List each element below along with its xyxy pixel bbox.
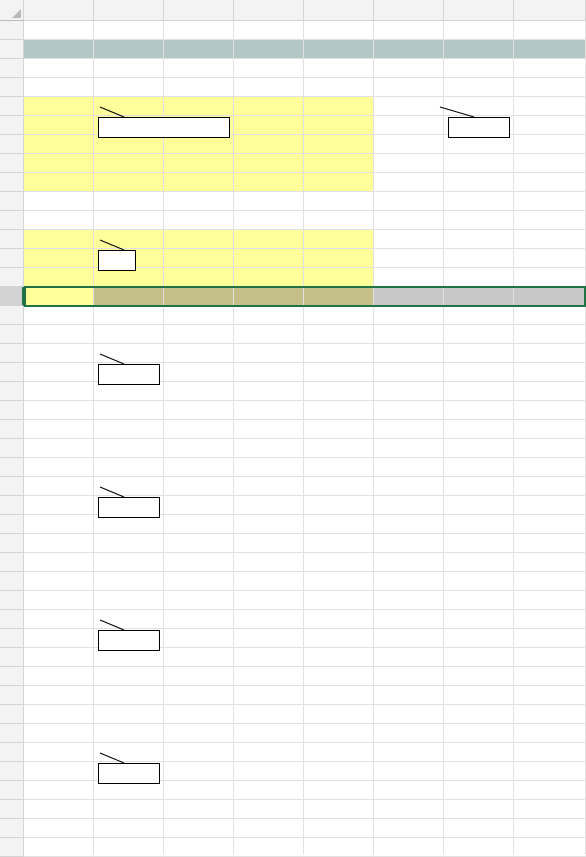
data-cell[interactable] xyxy=(444,743,514,762)
data-cell[interactable] xyxy=(304,382,374,401)
data-cell[interactable] xyxy=(304,420,374,439)
row-header-38[interactable] xyxy=(0,724,24,743)
error-cell[interactable] xyxy=(514,800,586,819)
data-cell[interactable] xyxy=(234,249,304,268)
data-cell[interactable] xyxy=(24,249,94,268)
section-heading[interactable] xyxy=(374,78,586,97)
row-header-16[interactable] xyxy=(0,306,24,325)
data-cell[interactable] xyxy=(304,401,374,420)
data-cell[interactable] xyxy=(24,629,94,648)
data-cell[interactable] xyxy=(234,781,304,800)
data-cell[interactable] xyxy=(374,154,444,173)
data-cell[interactable] xyxy=(514,401,586,420)
data-cell[interactable] xyxy=(374,477,444,496)
row-header-35[interactable] xyxy=(0,667,24,686)
row-header-22[interactable] xyxy=(0,420,24,439)
data-cell[interactable] xyxy=(164,781,234,800)
data-cell[interactable] xyxy=(234,363,304,382)
data-cell[interactable] xyxy=(514,344,586,363)
data-cell[interactable] xyxy=(374,116,444,135)
row-header-31[interactable] xyxy=(0,591,24,610)
column-header-H[interactable] xyxy=(514,0,586,21)
data-cell[interactable] xyxy=(234,515,304,534)
data-cell[interactable] xyxy=(304,553,374,572)
error-cell[interactable] xyxy=(94,534,164,553)
column-header-D[interactable] xyxy=(234,0,304,21)
data-cell[interactable] xyxy=(374,344,444,363)
data-cell[interactable] xyxy=(234,762,304,781)
data-cell[interactable] xyxy=(444,553,514,572)
data-cell[interactable] xyxy=(164,249,234,268)
data-cell[interactable] xyxy=(374,553,444,572)
data-cell[interactable] xyxy=(234,97,304,116)
data-cell[interactable] xyxy=(444,401,514,420)
column-header-G[interactable] xyxy=(444,0,514,21)
data-cell[interactable] xyxy=(444,686,514,705)
row-header-23[interactable] xyxy=(0,439,24,458)
data-cell[interactable] xyxy=(304,97,374,116)
data-cell[interactable] xyxy=(24,762,94,781)
data-cell[interactable] xyxy=(164,610,234,629)
data-cell[interactable] xyxy=(164,496,234,515)
data-cell[interactable] xyxy=(374,382,444,401)
error-cell[interactable] xyxy=(24,534,94,553)
data-cell[interactable] xyxy=(514,781,586,800)
data-cell[interactable] xyxy=(514,743,586,762)
row-header-6[interactable] xyxy=(0,116,24,135)
data-cell[interactable] xyxy=(304,762,374,781)
row-header-20[interactable] xyxy=(0,382,24,401)
data-cell[interactable] xyxy=(514,268,586,287)
data-cell[interactable] xyxy=(444,648,514,667)
data-cell[interactable] xyxy=(24,610,94,629)
data-cell[interactable] xyxy=(164,648,234,667)
data-cell[interactable] xyxy=(514,173,586,192)
row-header-15[interactable] xyxy=(0,287,24,306)
data-cell[interactable] xyxy=(94,230,164,249)
data-cell[interactable] xyxy=(304,743,374,762)
data-cell[interactable] xyxy=(304,610,374,629)
data-cell[interactable] xyxy=(304,648,374,667)
data-cell[interactable] xyxy=(514,762,586,781)
data-cell[interactable] xyxy=(444,363,514,382)
data-cell[interactable] xyxy=(164,420,234,439)
data-cell[interactable] xyxy=(24,382,94,401)
data-cell[interactable] xyxy=(94,154,164,173)
section-heading[interactable] xyxy=(374,325,586,344)
data-cell[interactable] xyxy=(24,401,94,420)
data-cell[interactable] xyxy=(94,667,164,686)
data-cell[interactable] xyxy=(24,287,94,306)
data-cell[interactable] xyxy=(444,268,514,287)
section-heading[interactable] xyxy=(374,724,586,743)
data-cell[interactable] xyxy=(94,173,164,192)
data-cell[interactable] xyxy=(94,610,164,629)
row-header-30[interactable] xyxy=(0,572,24,591)
column-header-C[interactable] xyxy=(164,0,234,21)
data-cell[interactable] xyxy=(234,401,304,420)
error-cell[interactable] xyxy=(444,534,514,553)
data-cell[interactable] xyxy=(444,382,514,401)
row-header-17[interactable] xyxy=(0,325,24,344)
data-cell[interactable] xyxy=(514,363,586,382)
row-header-18[interactable] xyxy=(0,344,24,363)
data-cell[interactable] xyxy=(374,420,444,439)
row-header-24[interactable] xyxy=(0,458,24,477)
column-header-E[interactable] xyxy=(304,0,374,21)
data-cell[interactable] xyxy=(374,496,444,515)
data-cell[interactable] xyxy=(444,97,514,116)
data-cell[interactable] xyxy=(514,477,586,496)
data-cell[interactable] xyxy=(164,686,234,705)
data-cell[interactable] xyxy=(24,230,94,249)
data-cell[interactable] xyxy=(304,496,374,515)
data-cell[interactable] xyxy=(164,629,234,648)
row-header-43[interactable] xyxy=(0,819,24,838)
data-cell[interactable] xyxy=(514,420,586,439)
row-header-33[interactable] xyxy=(0,629,24,648)
data-cell[interactable] xyxy=(304,135,374,154)
data-cell[interactable] xyxy=(94,420,164,439)
data-cell[interactable] xyxy=(234,382,304,401)
data-cell[interactable] xyxy=(374,401,444,420)
row-header-19[interactable] xyxy=(0,363,24,382)
data-cell[interactable] xyxy=(164,287,234,306)
data-cell[interactable] xyxy=(374,515,444,534)
data-cell[interactable] xyxy=(234,648,304,667)
data-cell[interactable] xyxy=(444,249,514,268)
data-cell[interactable] xyxy=(374,819,444,838)
data-cell[interactable] xyxy=(304,116,374,135)
row-header-42[interactable] xyxy=(0,800,24,819)
data-cell[interactable] xyxy=(304,287,374,306)
data-cell[interactable] xyxy=(234,268,304,287)
row-header-13[interactable] xyxy=(0,249,24,268)
error-cell[interactable] xyxy=(164,800,234,819)
data-cell[interactable] xyxy=(24,268,94,287)
data-cell[interactable] xyxy=(234,667,304,686)
data-cell[interactable] xyxy=(94,287,164,306)
row-header-1[interactable] xyxy=(0,21,24,40)
data-cell[interactable] xyxy=(24,173,94,192)
data-cell[interactable] xyxy=(94,401,164,420)
section-heading[interactable] xyxy=(374,591,586,610)
data-cell[interactable] xyxy=(94,743,164,762)
row-header-11[interactable] xyxy=(0,211,24,230)
section-heading[interactable] xyxy=(24,211,364,230)
row-header-10[interactable] xyxy=(0,192,24,211)
formula-callout xyxy=(98,364,160,385)
data-cell[interactable] xyxy=(234,420,304,439)
data-cell[interactable] xyxy=(24,135,94,154)
column-header-B[interactable] xyxy=(94,0,164,21)
row-header-5[interactable] xyxy=(0,97,24,116)
data-cell[interactable] xyxy=(514,648,586,667)
error-cell[interactable] xyxy=(514,534,586,553)
data-cell[interactable] xyxy=(444,287,514,306)
error-cell[interactable] xyxy=(444,800,514,819)
data-cell[interactable] xyxy=(94,344,164,363)
data-cell[interactable] xyxy=(164,97,234,116)
data-cell[interactable] xyxy=(164,173,234,192)
data-cell[interactable] xyxy=(444,667,514,686)
data-cell[interactable] xyxy=(374,629,444,648)
data-cell[interactable] xyxy=(444,762,514,781)
data-cell[interactable] xyxy=(374,743,444,762)
row-header-12[interactable] xyxy=(0,230,24,249)
data-cell[interactable] xyxy=(304,173,374,192)
data-cell[interactable] xyxy=(374,173,444,192)
data-cell[interactable] xyxy=(164,743,234,762)
error-cell[interactable] xyxy=(24,800,94,819)
data-cell[interactable] xyxy=(304,154,374,173)
data-cell[interactable] xyxy=(374,287,444,306)
data-cell[interactable] xyxy=(444,477,514,496)
row-header-14[interactable] xyxy=(0,268,24,287)
data-cell[interactable] xyxy=(514,515,586,534)
row-header-4[interactable] xyxy=(0,78,24,97)
data-cell[interactable] xyxy=(304,515,374,534)
data-cell[interactable] xyxy=(304,781,374,800)
data-cell[interactable] xyxy=(164,515,234,534)
data-cell[interactable] xyxy=(514,116,586,135)
data-cell[interactable] xyxy=(234,629,304,648)
data-cell[interactable] xyxy=(304,686,374,705)
row-header-27[interactable] xyxy=(0,515,24,534)
row-header-28[interactable] xyxy=(0,534,24,553)
data-cell[interactable] xyxy=(164,401,234,420)
section-heading[interactable] xyxy=(374,211,586,230)
row-header-32[interactable] xyxy=(0,610,24,629)
data-cell[interactable] xyxy=(94,477,164,496)
data-cell[interactable] xyxy=(234,116,304,135)
data-cell[interactable] xyxy=(164,553,234,572)
data-cell[interactable] xyxy=(374,268,444,287)
data-cell[interactable] xyxy=(444,629,514,648)
data-cell[interactable] xyxy=(444,819,514,838)
data-cell[interactable] xyxy=(514,249,586,268)
data-cell[interactable] xyxy=(374,648,444,667)
error-cell[interactable] xyxy=(304,534,374,553)
data-cell[interactable] xyxy=(24,116,94,135)
row-header-26[interactable] xyxy=(0,496,24,515)
data-cell[interactable] xyxy=(234,154,304,173)
data-cell[interactable] xyxy=(164,762,234,781)
formula-callout xyxy=(98,250,136,271)
error-cell[interactable] xyxy=(234,800,304,819)
data-cell[interactable] xyxy=(234,173,304,192)
data-cell[interactable] xyxy=(444,154,514,173)
formula-callout xyxy=(98,763,160,784)
column-header-F[interactable] xyxy=(374,0,444,21)
row-header-37[interactable] xyxy=(0,705,24,724)
data-cell[interactable] xyxy=(444,344,514,363)
select-all-corner[interactable] xyxy=(0,0,24,21)
error-cell[interactable] xyxy=(374,534,444,553)
data-cell[interactable] xyxy=(374,363,444,382)
section-heading[interactable] xyxy=(24,78,364,97)
data-cell[interactable] xyxy=(374,667,444,686)
data-cell[interactable] xyxy=(164,477,234,496)
data-cell[interactable] xyxy=(514,97,586,116)
data-cell[interactable] xyxy=(164,667,234,686)
data-cell[interactable] xyxy=(304,667,374,686)
data-cell[interactable] xyxy=(374,230,444,249)
data-cell[interactable] xyxy=(374,610,444,629)
data-cell[interactable] xyxy=(514,154,586,173)
error-cell[interactable] xyxy=(374,800,444,819)
data-cell[interactable] xyxy=(444,230,514,249)
data-cell[interactable] xyxy=(514,553,586,572)
column-header-A[interactable] xyxy=(24,0,94,21)
row-header-36[interactable] xyxy=(0,686,24,705)
data-cell[interactable] xyxy=(24,515,94,534)
formula-callout xyxy=(448,117,510,138)
data-cell[interactable] xyxy=(374,249,444,268)
error-cell[interactable] xyxy=(304,800,374,819)
data-cell[interactable] xyxy=(164,344,234,363)
data-cell[interactable] xyxy=(444,610,514,629)
data-cell[interactable] xyxy=(164,154,234,173)
data-cell[interactable] xyxy=(24,686,94,705)
data-cell[interactable] xyxy=(234,743,304,762)
data-cell[interactable] xyxy=(164,363,234,382)
section-heading[interactable] xyxy=(24,591,364,610)
formula-callout xyxy=(98,497,160,518)
data-cell[interactable] xyxy=(234,610,304,629)
data-cell[interactable] xyxy=(514,135,586,154)
row-header-40[interactable] xyxy=(0,762,24,781)
sheet-title[interactable] xyxy=(24,40,324,59)
data-cell[interactable] xyxy=(234,553,304,572)
data-cell[interactable] xyxy=(94,553,164,572)
row-header-3[interactable] xyxy=(0,59,24,78)
data-cell[interactable] xyxy=(24,743,94,762)
data-cell[interactable] xyxy=(304,819,374,838)
data-cell[interactable] xyxy=(24,648,94,667)
data-cell[interactable] xyxy=(304,477,374,496)
data-cell[interactable] xyxy=(514,230,586,249)
data-cell[interactable] xyxy=(514,686,586,705)
row-header-41[interactable] xyxy=(0,781,24,800)
row-header-2[interactable] xyxy=(0,40,24,59)
data-cell[interactable] xyxy=(94,686,164,705)
data-cell[interactable] xyxy=(374,97,444,116)
data-cell[interactable] xyxy=(24,496,94,515)
data-cell[interactable] xyxy=(24,781,94,800)
section-heading[interactable] xyxy=(374,458,586,477)
row-header-21[interactable] xyxy=(0,401,24,420)
data-cell[interactable] xyxy=(164,382,234,401)
data-cell[interactable] xyxy=(234,287,304,306)
section-heading[interactable] xyxy=(24,724,364,743)
data-cell[interactable] xyxy=(444,496,514,515)
data-cell[interactable] xyxy=(444,781,514,800)
data-cell[interactable] xyxy=(374,686,444,705)
data-cell[interactable] xyxy=(234,496,304,515)
data-cell[interactable] xyxy=(234,344,304,363)
section-heading[interactable] xyxy=(24,325,364,344)
data-cell[interactable] xyxy=(304,344,374,363)
row-header-39[interactable] xyxy=(0,743,24,762)
data-cell[interactable] xyxy=(234,135,304,154)
section-heading[interactable] xyxy=(24,458,364,477)
data-cell[interactable] xyxy=(304,249,374,268)
data-cell[interactable] xyxy=(24,97,94,116)
data-cell[interactable] xyxy=(234,819,304,838)
data-cell[interactable] xyxy=(24,667,94,686)
data-cell[interactable] xyxy=(94,819,164,838)
data-cell[interactable] xyxy=(304,268,374,287)
data-cell[interactable] xyxy=(304,629,374,648)
row-header-25[interactable] xyxy=(0,477,24,496)
row-header-7[interactable] xyxy=(0,135,24,154)
data-cell[interactable] xyxy=(234,686,304,705)
data-cell[interactable] xyxy=(444,173,514,192)
data-cell[interactable] xyxy=(24,477,94,496)
row-header-8[interactable] xyxy=(0,154,24,173)
data-cell[interactable] xyxy=(94,97,164,116)
data-cell[interactable] xyxy=(24,344,94,363)
data-cell[interactable] xyxy=(444,515,514,534)
data-cell[interactable] xyxy=(514,667,586,686)
data-cell[interactable] xyxy=(514,496,586,515)
data-cell[interactable] xyxy=(374,135,444,154)
formula-callout xyxy=(98,117,230,138)
formula-callout xyxy=(98,630,160,651)
data-cell[interactable] xyxy=(304,230,374,249)
data-cell[interactable] xyxy=(234,230,304,249)
data-cell[interactable] xyxy=(164,819,234,838)
data-cell[interactable] xyxy=(514,610,586,629)
data-cell[interactable] xyxy=(514,382,586,401)
data-cell[interactable] xyxy=(374,762,444,781)
data-cell[interactable] xyxy=(164,230,234,249)
row-header-44[interactable] xyxy=(0,838,24,857)
data-cell[interactable] xyxy=(374,781,444,800)
data-cell[interactable] xyxy=(24,553,94,572)
data-cell[interactable] xyxy=(24,819,94,838)
error-cell[interactable] xyxy=(164,534,234,553)
row-header-29[interactable] xyxy=(0,553,24,572)
data-cell[interactable] xyxy=(444,420,514,439)
error-cell[interactable] xyxy=(94,800,164,819)
data-cell[interactable] xyxy=(164,268,234,287)
data-cell[interactable] xyxy=(24,363,94,382)
data-cell[interactable] xyxy=(514,287,586,306)
data-cell[interactable] xyxy=(24,154,94,173)
data-cell[interactable] xyxy=(514,819,586,838)
error-cell[interactable] xyxy=(234,534,304,553)
data-cell[interactable] xyxy=(24,420,94,439)
data-cell[interactable] xyxy=(234,477,304,496)
row-header-9[interactable] xyxy=(0,173,24,192)
data-cell[interactable] xyxy=(514,629,586,648)
row-header-34[interactable] xyxy=(0,648,24,667)
data-cell[interactable] xyxy=(304,363,374,382)
